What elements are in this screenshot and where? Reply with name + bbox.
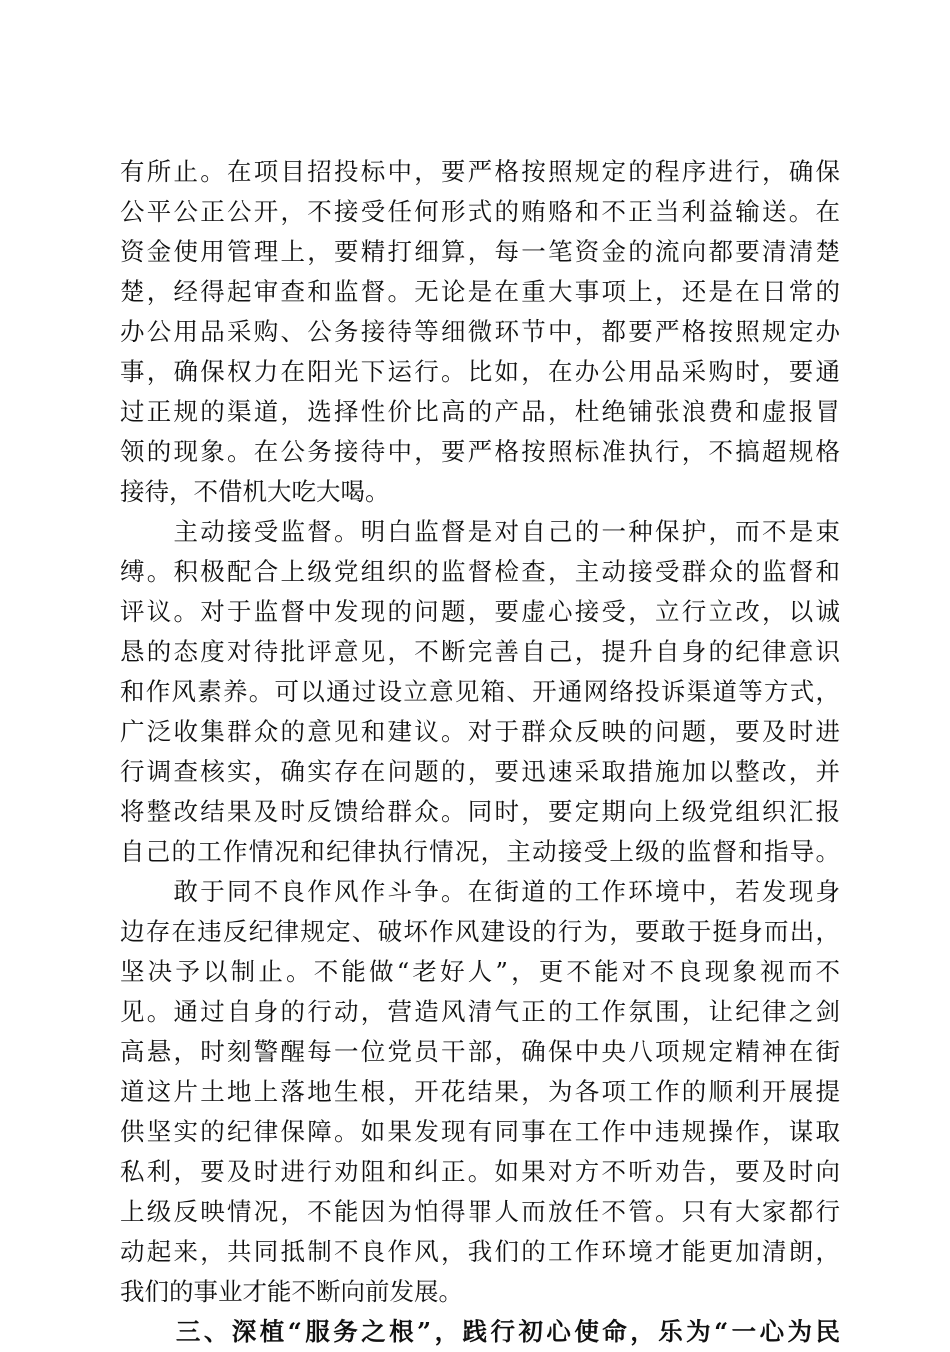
- text-line: 见。通过自身的行动，营造风清气正的工作氛围，让纪律之剑: [120, 997, 840, 1026]
- text-line: 道这片土地上落地生根，开花结果，为各项工作的顺利开展提: [120, 1077, 840, 1106]
- text-line: 办公用品采购、公务接待等细微环节中，都要严格按照规定办: [120, 317, 840, 346]
- text-line: 我们的事业才能不断向前发展。: [120, 1277, 463, 1306]
- text-line: 行调查核实，确实存在问题的，要迅速采取措施加以整改，并: [120, 757, 840, 786]
- text-line: 恳的态度对待批评意见，不断完善自己，提升自身的纪律意识: [120, 637, 840, 666]
- text-line: 评议。对于监督中发现的问题，要虚心接受，立行立改，以诚: [120, 597, 840, 626]
- text-line: 缚。积极配合上级党组织的监督检查，主动接受群众的监督和: [120, 557, 840, 586]
- text-line: 上级反映情况，不能因为怕得罪人而放任不管。只有大家都行: [120, 1197, 840, 1226]
- text-line: 将整改结果及时反馈给群众。同时，要定期向上级党组织汇报: [120, 797, 840, 826]
- text-line: 供坚实的纪律保障。如果发现有同事在工作中违规操作，谋取: [120, 1117, 840, 1146]
- section-heading: 三、深植“服务之根”，践行初心使命，乐为“一心为民: [120, 1317, 840, 1346]
- text-line: 领的现象。在公务接待中，要严格按照标准执行，不搞超规格: [120, 437, 840, 466]
- text-line: 接待，不借机大吃大喝。: [120, 477, 390, 506]
- text-line: 坚决予以制止。不能做“老好人”，更不能对不良现象视而不: [120, 957, 840, 986]
- text-line: 敢于同不良作风作斗争。在街道的工作环境中，若发现身: [120, 877, 840, 906]
- text-line: 事，确保权力在阳光下运行。比如，在办公用品采购时，要通: [120, 357, 840, 386]
- text-line: 公平公正公开，不接受任何形式的贿赂和不正当利益输送。在: [120, 197, 840, 226]
- text-line: 有所止。在项目招投标中，要严格按照规定的程序进行，确保: [120, 157, 840, 186]
- text-line: 高悬，时刻警醒每一位党员干部，确保中央八项规定精神在街: [120, 1037, 840, 1066]
- text-line: 私利，要及时进行劝阻和纠正。如果对方不听劝告，要及时向: [120, 1157, 840, 1186]
- text-line: 过正规的渠道，选择性价比高的产品，杜绝铺张浪费和虚报冒: [120, 397, 840, 426]
- text-line: 动起来，共同抵制不良作风，我们的工作环境才能更加清朗，: [120, 1237, 840, 1266]
- text-line: 和作风素养。可以通过设立意见箱、开通网络投诉渠道等方式，: [120, 677, 840, 706]
- text-line: 广泛收集群众的意见和建议。对于群众反映的问题，要及时进: [120, 717, 840, 746]
- text-line: 资金使用管理上，要精打细算，每一笔资金的流向都要清清楚: [120, 237, 840, 266]
- text-line: 主动接受监督。明白监督是对自己的一种保护，而不是束: [120, 517, 840, 546]
- text-line: 边存在违反纪律规定、破坏作风建设的行为，要敢于挺身而出，: [120, 917, 840, 946]
- text-line: 自己的工作情况和纪律执行情况，主动接受上级的监督和指导。: [120, 837, 840, 866]
- text-line: 楚，经得起审查和监督。无论是在重大事项上，还是在日常的: [120, 277, 840, 306]
